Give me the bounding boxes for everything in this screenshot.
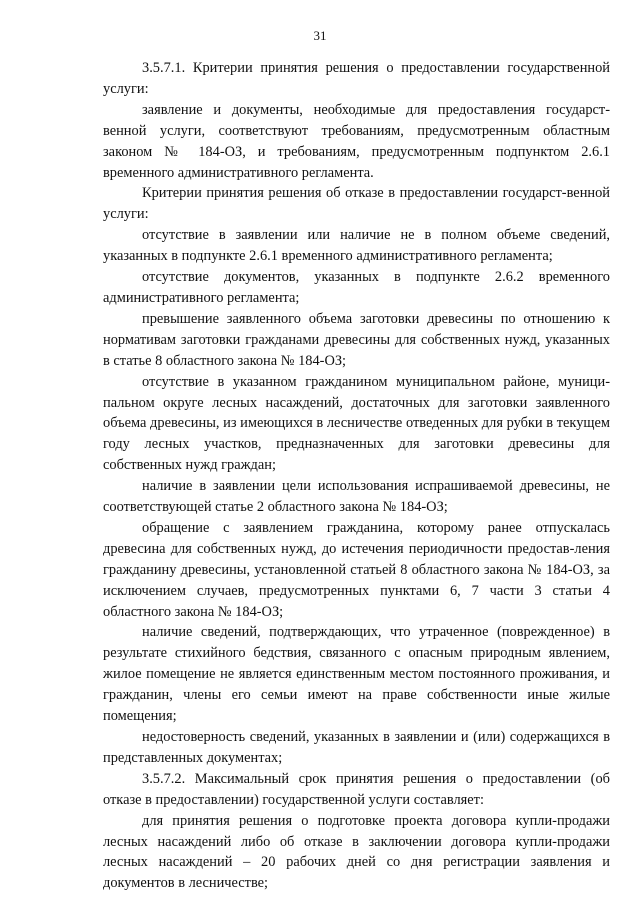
- paragraph-refusal-volume-exceeded: превышение заявленного объема заготовки древесины по отношению к нормативам заготовки гражданами древесины для собственных нужд, указанных в статье 8 областного закона № 184-ОЗ;: [103, 310, 610, 369]
- paragraph-refusal-missing-documents: отсутствие документов, указанных в подпункте 2.6.2 временного административного регламента;: [103, 269, 610, 306]
- paragraph-criteria-grant-heading: 3.5.7.1. Критерии принятия решения о предоставлении государственной услуги:: [103, 60, 610, 97]
- paragraph-max-term-heading: 3.5.7.2. Максимальный срок принятия решения о предоставлении (об отказе в предоставлении) государственной услуги составляет:: [103, 770, 610, 808]
- paragraph-refusal-unreliable-info: недостоверность сведений, указанных в заявлении и (или) содержащихся в представленных документах;: [103, 729, 610, 766]
- page-number: 31: [313, 28, 327, 43]
- paragraph-criteria-refusal-heading: Критерии принятия решения об отказе в предоставлении государст-венной услуги:: [103, 185, 610, 223]
- paragraph-criteria-grant-condition: заявление и документы, необходимые для предоставления государст-венной услуги, соответствуют требованиям, предусмотренным областным законом № 184-ОЗ, и требованиям, предусмотренным подпунктом 2.6.1 временного административного регламента.: [103, 101, 610, 181]
- paragraph-refusal-purpose-mismatch: наличие в заявлении цели использования испрашиваемой древесины, не соответствующей статье 2 областного закона № 184-ОЗ;: [103, 478, 610, 516]
- paragraph-refusal-missing-info: отсутствие в заявлении или наличие не в полном объеме сведений, указанных в подпункте 2.6.1 временного административного регламента;: [103, 227, 610, 265]
- paragraph-max-term-contract: для принятия решения о подготовке проекта договора купли-продажи лесных насаждений либо об отказе в заключении договора купли-продажи лесных насаждений – 20 рабочих дней со дня регистрации заявления и документов в лесничестве;: [103, 812, 610, 892]
- document-body: [103, 58, 610, 894]
- paragraph-refusal-periodicity: обращение с заявлением гражданина, которому ранее отпускалась древесина для собственных нужд, до истечения периодичности предостав-ления гражданину древесины, установленной статьей 8 областного закона № 184-ОЗ, за исключением случаев, предусмотренных пунктами 6, 7 части 3 статьи 4 областного закона № 184-ОЗ;: [103, 519, 610, 620]
- paragraph-refusal-no-forest-stands: отсутствие в указанном гражданином муниципальном районе, муници-пальном округе лесных насаждений, достаточных для заготовки заявленного объема древесины, из имеющихся в лесничестве отведенных для рубки в текущем году лесных участков, предназначенных для заготовки древесины для собственных нужд граждан;: [103, 373, 610, 474]
- paragraph-refusal-other-housing: наличие сведений, подтверждающих, что утраченное (поврежденное) в результате стихийного бедствия, связанного с опасным природным явлением, жилое помещение не является единственным местом постоянного проживания, и гражданин, члены его семьи имеют на праве собственности иные жилые помещения;: [103, 624, 610, 725]
